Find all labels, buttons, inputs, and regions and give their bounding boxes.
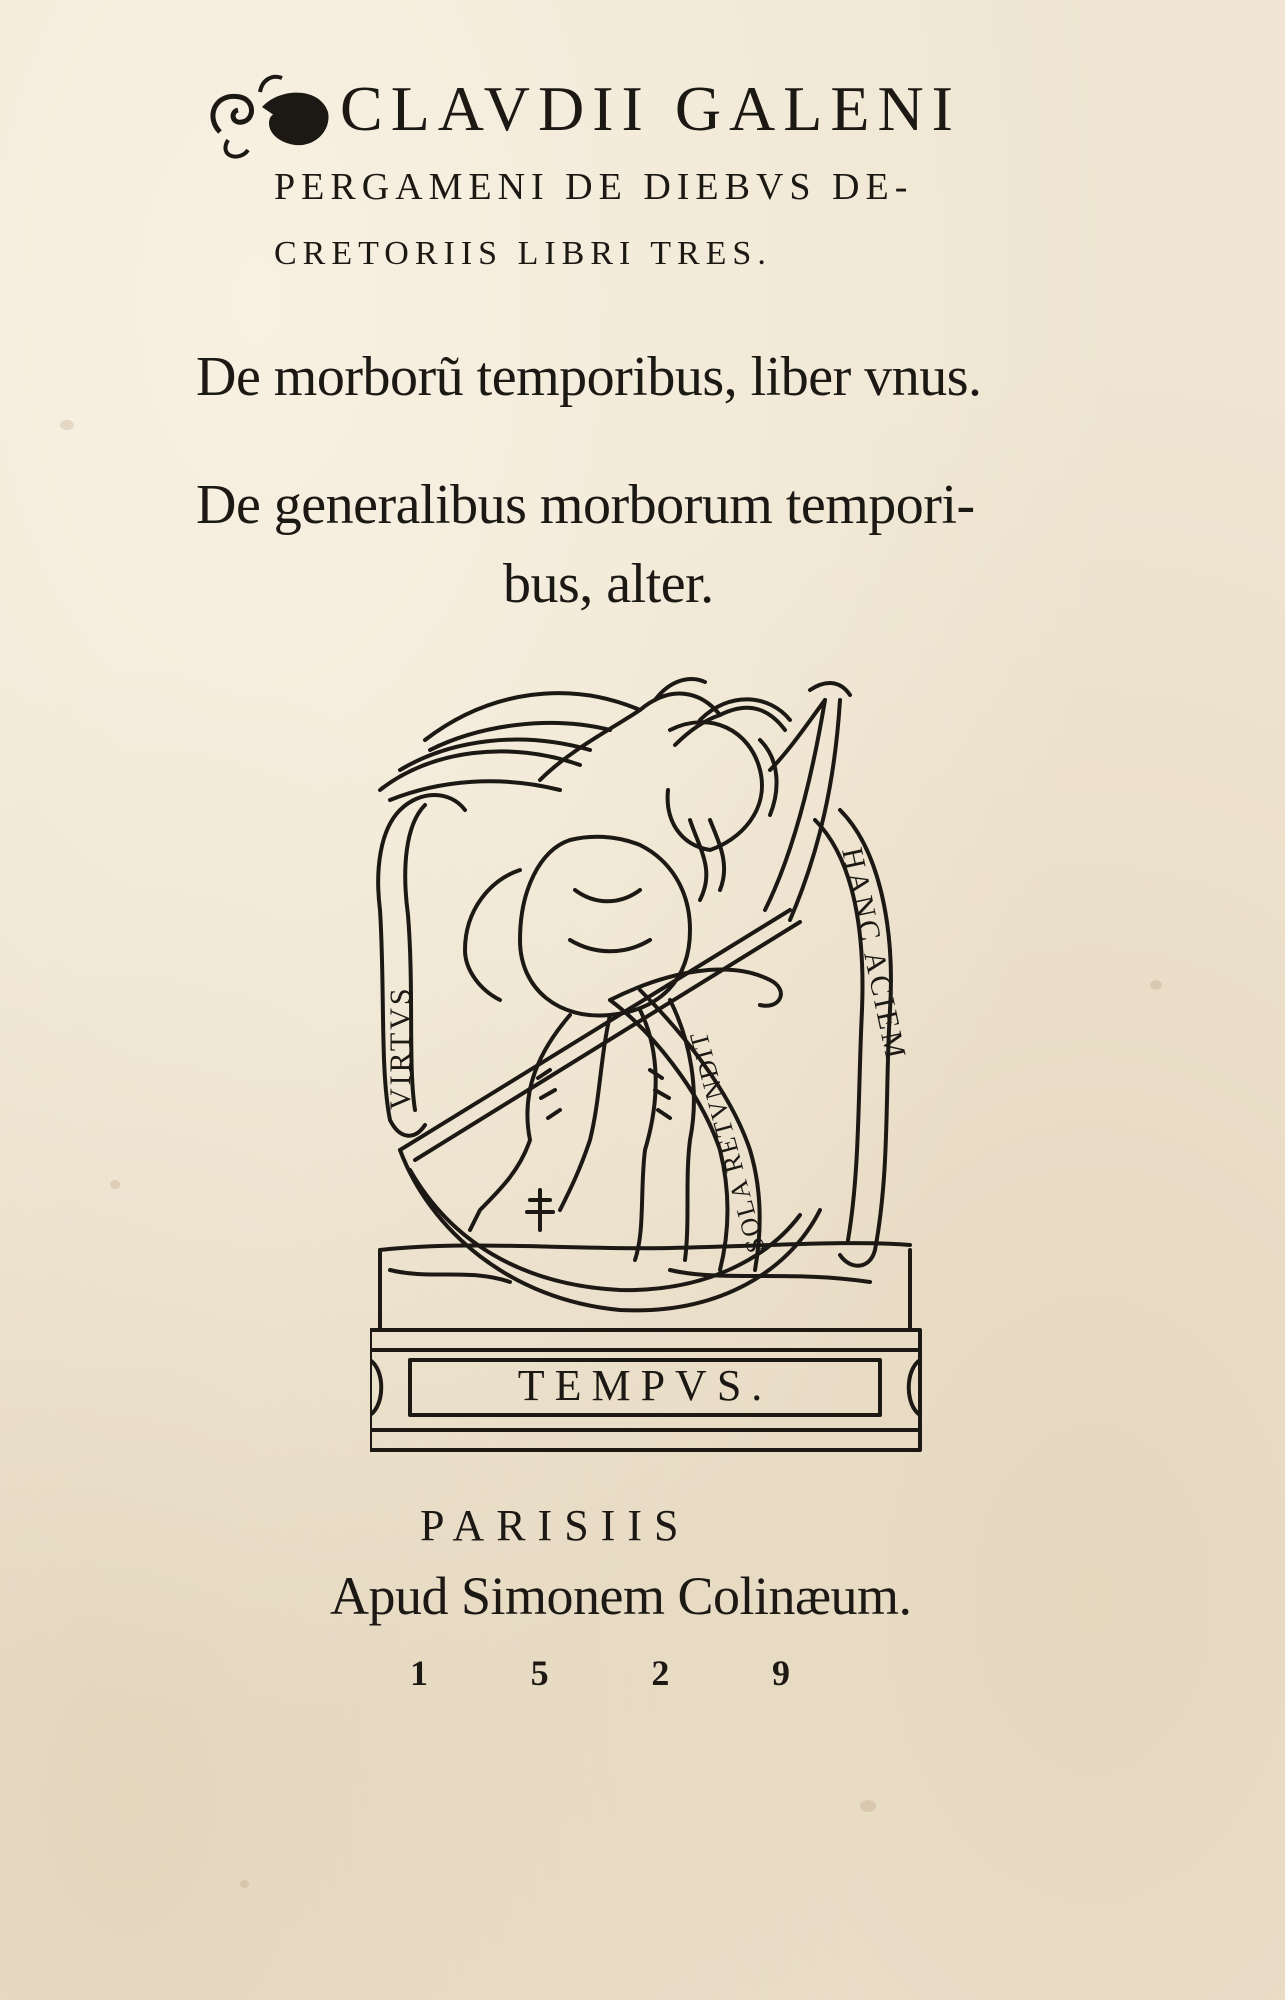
foxing-spot (860, 1800, 876, 1812)
wings (380, 679, 720, 800)
subtitle-first: De morborũ temporibus, liber vnus. (196, 346, 982, 408)
imprint-year (410, 1652, 790, 1694)
figure-torso (465, 837, 690, 1016)
year-digit: 1 (410, 1653, 428, 1693)
title-line-1: CLAVDII GALENI (340, 73, 961, 144)
foxing-spot (60, 420, 74, 430)
subtitle-second-line-2: bus, alter. (503, 553, 714, 615)
plinth (370, 1243, 920, 1450)
foxing-spot (110, 1180, 120, 1189)
motto-right-text: HANC ACIEM (835, 844, 913, 1065)
imprint-publisher: Apud Simonem Colinæum. (330, 1566, 912, 1626)
year-digit: 9 (771, 1653, 790, 1693)
year-digit: 5 (530, 1653, 549, 1693)
foxing-spot (240, 1880, 249, 1888)
imprint-city: PARISIIS (420, 1501, 691, 1550)
cross-icon (527, 1190, 553, 1230)
raised-arm (765, 683, 850, 920)
fleuron-ornament (200, 62, 340, 162)
year-digit: 2 (651, 1653, 670, 1693)
motto-left-text: VIRTVS (384, 985, 417, 1110)
title-line-2: PERGAMENI DE DIEBVS DE- (274, 166, 914, 208)
figure-head (668, 699, 790, 900)
plinth-label: TEMPVS. (517, 1361, 773, 1410)
subtitle-second-line-1: De generalibus morborum tempori- (196, 474, 975, 536)
foxing-spot (1150, 980, 1162, 990)
motto-center-text: SOLA RETVNDIT (683, 1027, 771, 1256)
printers-device-woodcut (370, 670, 930, 1460)
title-line-3: CRETORIIS LIBRI TRES. (274, 235, 772, 272)
